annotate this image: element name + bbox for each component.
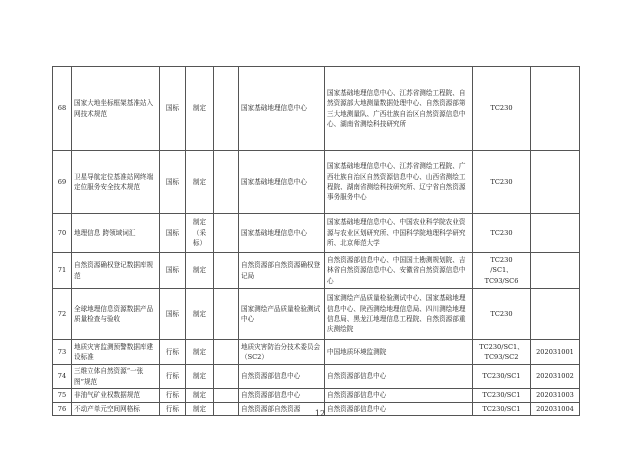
- standard-level: 行标: [160, 365, 186, 389]
- standard-name: 自然资源确权登记数据库规范: [72, 253, 160, 289]
- table-row: [53, 340, 580, 365]
- row-number: 75: [53, 389, 72, 403]
- standard-name: 非油气矿业权数据规范: [72, 389, 160, 403]
- standard-type: 制定: [186, 403, 214, 416]
- standard-name: 三维立体自然资源“一张图”规范: [72, 365, 160, 389]
- committee: TC230: [473, 151, 531, 214]
- standard-name: 全球地理信息资源数据产品质量检查与验收: [72, 289, 160, 340]
- standard-name: 卫星导航定位基准站网终端定位服务安全技术规范: [72, 151, 160, 214]
- standard-level: 国标: [160, 67, 186, 151]
- committee: TC230/SC1: [473, 389, 531, 403]
- standard-level: 国标: [160, 253, 186, 289]
- tc-cell: [214, 389, 239, 403]
- committee: TC230: [473, 214, 531, 253]
- tc-cell: [214, 214, 239, 253]
- responsible-org: 国家测绘产品质量检验测试中心: [239, 289, 325, 340]
- responsible-org: 自然资源部信息中心: [239, 365, 325, 389]
- row-number: 69: [53, 151, 72, 214]
- drafting-units: 自然资源部信息中心: [325, 403, 473, 416]
- tc-cell: [214, 253, 239, 289]
- page-number: 12: [314, 409, 326, 418]
- committee: TC230/SC1、 TC93/SC2: [473, 340, 531, 365]
- drafting-units: 自然资源部信息中心: [325, 389, 473, 403]
- standard-type: 制定: [186, 253, 214, 289]
- standard-level: 国标: [160, 151, 186, 214]
- table-row: [53, 214, 580, 253]
- tc-cell: [214, 340, 239, 365]
- responsible-org: 地质灾害防治分技术委员会（SC2）: [239, 340, 325, 365]
- standard-level: 行标: [160, 389, 186, 403]
- standard-type: 制定: [186, 365, 214, 389]
- responsible-org: 自然资源部自然资源确权登记局: [239, 253, 325, 289]
- plan-number: 202031002: [531, 365, 580, 389]
- standard-type: 制定（采标）: [186, 214, 214, 253]
- tc-cell: [214, 289, 239, 340]
- standard-level: 国标: [160, 289, 186, 340]
- responsible-org: 自然资源部自然资源: [239, 403, 325, 416]
- row-number: 76: [53, 403, 72, 416]
- standard-name: 不动产单元空间网格标: [72, 403, 160, 416]
- standard-name: 地理信息 跨领域词汇: [72, 214, 160, 253]
- responsible-org: 国家基础地理信息中心: [239, 214, 325, 253]
- responsible-org: 国家基础地理信息中心: [239, 151, 325, 214]
- plan-number: [531, 214, 580, 253]
- tc-cell: [214, 365, 239, 389]
- committee: TC230 /SC1、 TC93/SC6: [473, 253, 531, 289]
- standard-type: 制定: [186, 340, 214, 365]
- plan-number: [531, 253, 580, 289]
- plan-number: [531, 67, 580, 151]
- standard-type: 制定: [186, 389, 214, 403]
- drafting-units: 国家测绘产品质量检验测试中心、国家基础地理信息中心、陕西测绘地理信息局、四川测绘地理信息局、黑龙江地理信息工程院、自然资源部重庆测绘院: [325, 289, 473, 340]
- tc-cell: [214, 67, 239, 151]
- standard-level: 行标: [160, 340, 186, 365]
- table-row: [53, 67, 580, 151]
- plan-number: [531, 151, 580, 214]
- responsible-org: 国家基础地理信息中心: [239, 67, 325, 151]
- plan-number: 202031004: [531, 403, 580, 416]
- committee: TC230/SC1: [473, 365, 531, 389]
- drafting-units: 自然资源部信息中心: [325, 365, 473, 389]
- row-number: 68: [53, 67, 72, 151]
- tc-cell: [214, 151, 239, 214]
- drafting-units: 国家基础地理信息中心、中国农业科学院农业资源与农业区划研究所、中国科学院地理科学研究所、北京师范大学: [325, 214, 473, 253]
- standard-type: 制定: [186, 289, 214, 340]
- drafting-units: 自然资源部信息中心、中国国土勘测规划院、吉林省自然资源信息中心、安徽省自然资源信息中心: [325, 253, 473, 289]
- row-number: 71: [53, 253, 72, 289]
- standard-name: 国家大地坐标框架基准站入网技术规范: [72, 67, 160, 151]
- standard-type: 制定: [186, 151, 214, 214]
- committee: TC230: [473, 67, 531, 151]
- plan-number: [531, 289, 580, 340]
- drafting-units: 中国地质环境监测院: [325, 340, 473, 365]
- table-row: [53, 389, 580, 403]
- standard-level: 国标: [160, 214, 186, 253]
- responsible-org: 自然资源部信息中心: [239, 389, 325, 403]
- plan-number: 202031003: [531, 389, 580, 403]
- plan-number: 202031001: [531, 340, 580, 365]
- table-row: [53, 253, 580, 289]
- table-row: [53, 289, 580, 340]
- row-number: 73: [53, 340, 72, 365]
- committee: TC230: [473, 289, 531, 340]
- drafting-units: 国家基础地理信息中心、江苏省测绘工程院、广西壮族自治区自然资源信息中心、山西省测绘工程院、湖南省测绘科技研究所、辽宁省自然资源事务服务中心: [325, 151, 473, 214]
- standard-name: 地质灾害监测预警数据库建设标准: [72, 340, 160, 365]
- drafting-units: 国家基础地理信息中心、江苏省测绘工程院、自然资源部大地测量数据处理中心、自然资源部第三大地测量队、广西壮族自治区自然资源信息中心、湖南省测绘科技研究所: [325, 67, 473, 151]
- standard-type: 制定: [186, 67, 214, 151]
- row-number: 74: [53, 365, 72, 389]
- row-number: 70: [53, 214, 72, 253]
- standard-level: 行标: [160, 403, 186, 416]
- committee: TC230/SC1: [473, 403, 531, 416]
- row-number: 72: [53, 289, 72, 340]
- table-row: [53, 151, 580, 214]
- table-row: [53, 365, 580, 389]
- standards-table: [52, 66, 580, 416]
